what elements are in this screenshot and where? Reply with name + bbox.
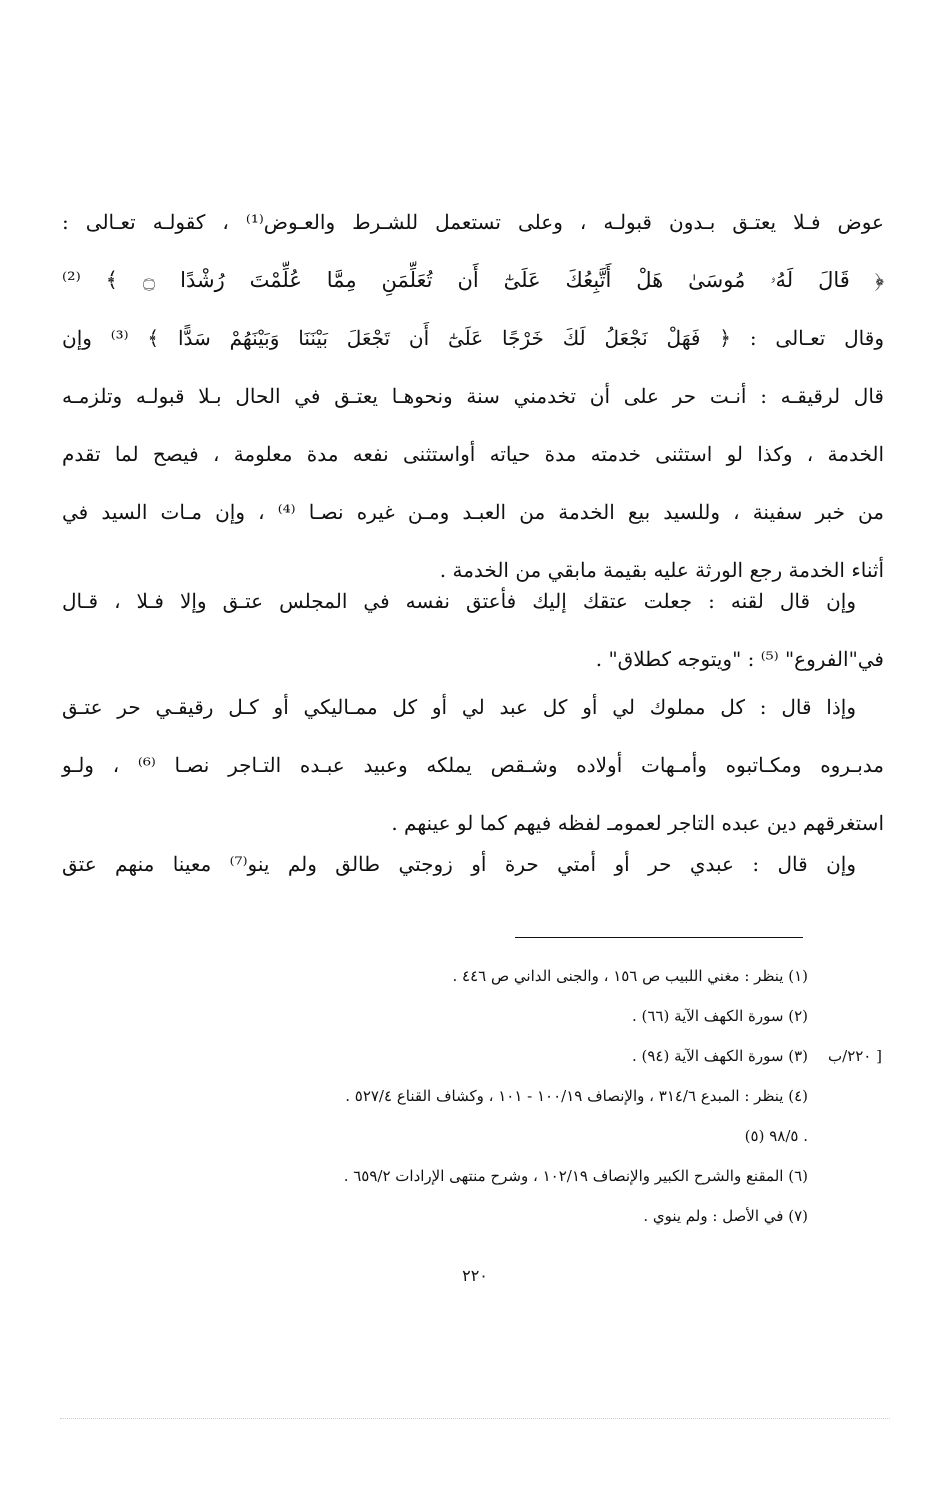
paragraph-start-line: وإذا قال : كل مملوك لي أو كل عبد لي أو كل ممـاليكي أو كـل رقيقـي حر عتـق — [62, 695, 856, 719]
paragraph-start-line: وإن قال : عبدي حر أو أمتي حرة أو زوجتي طالق ولم ينو⁽⁷⁾ معينا منهم عتق — [62, 852, 856, 876]
text-line: من خبر سفينة ، وللسيد بيع الخدمة من العبـد ومـن غيره نصـا ⁽⁴⁾ ، وإن مـات السيد في — [62, 500, 884, 524]
footnote-2: (٢) سورة الكهف الآية (٦٦) . — [631, 1007, 808, 1025]
quran-verse-line: ﴿ قَالَ لَهُۥ مُوسَىٰ هَلْ أَتَّبِعُكَ عَلَىٰٓ أَن تُعَلِّمَنِ مِمَّا عُلِّمْتَ رُشْدًا ۝ ﴾ ⁽²⁾ — [62, 268, 884, 292]
footnote-separator — [515, 937, 803, 938]
text-line: قال لرقيقـه : أنـت حر على أن تخدمني سنة ونحوهـا يعتـق في الحال بـلا قبولـه وتلزمـه — [62, 384, 884, 408]
text-line: عوض فـلا يعتـق بـدون قبولـه ، وعلى تستعمل للشـرط والعـوض⁽¹⁾ ، كقولـه تعـالى : — [62, 210, 884, 234]
footnote-6: (٦) المقنع والشرح الكبير والإنصاف ١٠٢/١٩ ، وشرح منتهى الإرادات ٦٥٩/٢ . — [343, 1167, 808, 1185]
text-line: مدبـروه ومكـاتبوه وأمـهات أولاده وشـقص يملكه وعبيد عبـده التـاجر نصـا ⁽⁶⁾ ، ولـو — [62, 753, 884, 777]
text-line: الخدمة ، وكذا لو استثنى خدمته مدة حياته أواستثنى نفعه مدة معلومة ، فيصح لما تقدم — [62, 442, 884, 466]
manuscript-folio-marker: [ ٢٢٠/ب — [828, 1047, 882, 1065]
text-line: وقال تعـالى : ﴿ فَهَلْ نَجْعَلُ لَكَ خَرْجًا عَلَىٰٓ أَن تَجْعَلَ بَيْنَنَا وَبَيْنَهُمْ سَدًّا ﴾ ⁽³⁾ وإن — [62, 326, 884, 350]
footnote-4: (٤) ينظر : المبدع ٣١٤/٦ ، والإنصاف ١٠٠/١٩ - ١٠١ ، وكشاف القناع ٥٢٧/٤ . — [345, 1087, 808, 1105]
scan-edge-dots — [60, 1418, 890, 1419]
footnote-5: (٥) ٩٨/٥ . — [744, 1127, 808, 1145]
text-line: في"الفروع" ⁽⁵⁾ : "ويتوجه كطلاق" . — [595, 647, 884, 671]
footnote-7: (٧) في الأصل : ولم ينوي . — [643, 1207, 808, 1225]
footnote-3: (٣) سورة الكهف الآية (٩٤) . — [631, 1047, 808, 1065]
text-line: أثناء الخدمة رجع الورثة عليه بقيمة مابقي من الخدمة . — [439, 558, 884, 582]
text-line: استغرقهم دين عبده التاجر لعمومـ لفظه فيهم كما لو عينهم . — [391, 811, 884, 835]
footnote-1: (١) ينظر : مغني اللبيب ص ١٥٦ ، والجنى الداني ص ٤٤٦ . — [452, 967, 808, 985]
page-number: ٢٢٠ — [462, 1266, 488, 1285]
paragraph-start-line: وإن قال لقنه : جعلت عتقك إليك فأعتق نفسه في المجلس عتـق وإلا فـلا ، قـال — [62, 589, 856, 613]
